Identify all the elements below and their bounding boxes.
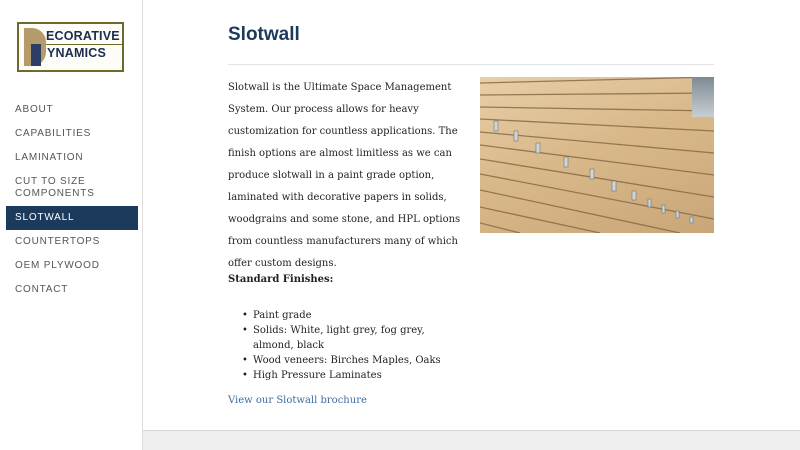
list-item: [242, 353, 466, 368]
decorative-dynamics-logo-icon[interactable]: [17, 22, 124, 72]
list-item: [242, 323, 466, 353]
finishes-list: [242, 308, 466, 383]
logo-d-inner: [31, 44, 41, 66]
nav-item-oem-plywood[interactable]: OEM PLYWOOD: [15, 260, 100, 271]
sidebar: [0, 0, 143, 450]
bullet-icon: •: [242, 370, 248, 381]
intro-paragraph: Slotwall is the Ultimate Space Management System. Our process allows for heavy customization for countless applications. The finish options are almost limitless as we can produce slotwall in a paint grade option, laminated with decorative papers in solids, woodgrains and some stone, and HPL options from countless manufacturers many of which offer custom designs.: [228, 82, 461, 269]
list-item-text: High Pressure Laminates: [253, 370, 382, 381]
nav-item-lamination[interactable]: LAMINATION: [15, 152, 84, 163]
page-title: Slotwall: [228, 24, 300, 45]
nav-item-cut-to-size-components[interactable]: CUT TO SIZE COMPONENTS: [15, 176, 95, 199]
nav-item-countertops[interactable]: COUNTERTOPS: [15, 236, 101, 247]
list-item: [242, 368, 466, 383]
title-divider: [228, 64, 714, 65]
main-nav: [6, 98, 138, 302]
footer: [143, 430, 800, 450]
slotwall-photo-image: [480, 77, 714, 233]
nav-item-capabilities[interactable]: CAPABILITIES: [15, 128, 92, 139]
slotwall-photo: [480, 77, 714, 233]
nav-item-contact[interactable]: CONTACT: [15, 284, 69, 295]
logo-divider: [46, 44, 122, 45]
list-item-text: Paint grade: [253, 310, 312, 321]
list-item: [242, 308, 466, 323]
logo-line-2: YNAMICS: [47, 46, 107, 60]
bullet-icon: •: [242, 325, 248, 336]
nav-item-slotwall[interactable]: SLOTWALL: [6, 206, 138, 230]
list-item-text: Wood veneers: Birches Maples, Oaks: [253, 355, 441, 366]
slotwall-brochure-link[interactable]: View our Slotwall brochure: [228, 395, 367, 406]
logo-line-1: ECORATIVE: [46, 29, 120, 43]
bullet-icon: •: [242, 355, 248, 366]
bullet-icon: •: [242, 310, 248, 321]
list-item-text: Solids: White, light grey, fog grey, almond, black: [253, 325, 425, 351]
photo-corner-window: [692, 77, 714, 117]
standard-finishes-heading: Standard Finishes:: [228, 274, 334, 285]
nav-item-about[interactable]: ABOUT: [15, 104, 54, 115]
